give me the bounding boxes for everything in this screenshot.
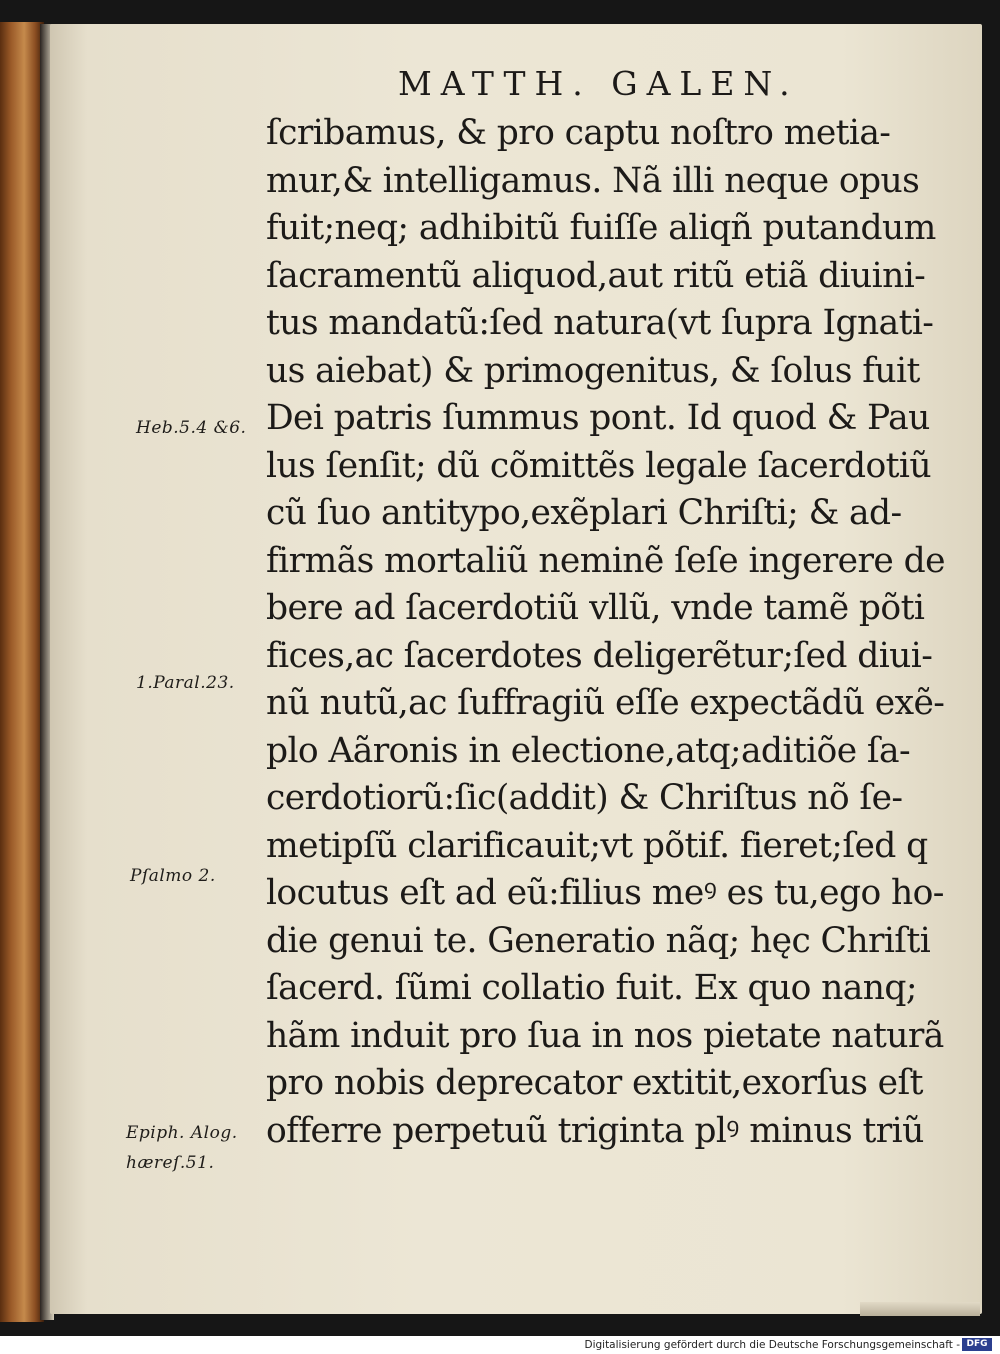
text-line: Dei patris ſummus pont. Id quod & Pau (266, 398, 930, 438)
text-line: ſacerd. ſũmi collatio fuit. Ex quo nanq; (266, 968, 917, 1008)
text-line: nũ nutũ,ac ſuffragiũ eſſe expectãdũ exẽ- (266, 683, 945, 723)
marginal-note-psalm: Pſalmo 2. (130, 866, 216, 886)
funding-notice: Digitalisierung gefördert durch die Deutsche Forschungsgemeinschaft - (584, 1339, 960, 1351)
text-line: lus ſenſit; dũ cõmittẽs legale ſacerdotiũ (266, 445, 931, 486)
text-line: fuit;neq; adhibitũ fuiſſe aliqñ putandum (266, 208, 936, 248)
dfg-logo: DFG (962, 1338, 992, 1351)
text-line: pro nobis deprecator extitit,exorſus eſt (266, 1063, 923, 1103)
digitization-footer (0, 1336, 1000, 1354)
text-line: die genui te. Generatio nãq; hęc Chriſti (266, 920, 931, 961)
book-spine (0, 22, 44, 1322)
body-text (266, 110, 946, 1155)
text-line: metipſũ clarificauit;vt põtif. fieret;ſed q (266, 825, 928, 866)
text-line: us aiebat) & primogenitus, & ſolus fuit (266, 350, 920, 391)
marginal-note-epiphanius: Epiph. Alog. (126, 1123, 238, 1143)
text-line: offerre perpetuũ triginta plꝰ minus triũ (266, 1110, 924, 1151)
text-line: firmãs mortaliũ neminẽ ſeſe ingerere de (266, 540, 945, 581)
text-line: hãm induit pro ſua in nos pietate naturã (266, 1015, 944, 1056)
text-line: plo Aãronis in electione,atq;aditiõe ſa- (266, 730, 911, 771)
text-line: ſcribamus, & pro captu noſtro metia- (266, 113, 891, 153)
marginal-note-paralipomenon: 1.Paral.23. (136, 673, 235, 693)
text-line: locutus eſt ad eũ:filius meꝰ es tu,ego ho- (266, 873, 944, 913)
page-stack-edge (860, 1302, 980, 1316)
text-line: ſacramentũ aliquod,aut ritũ etiã diuini- (266, 255, 926, 296)
text-line: tus mandatũ:ſed natura(vt ſupra Ignati- (266, 303, 934, 343)
marginal-note-hebrews: Heb.5.4 &6. (136, 418, 247, 438)
text-line: cerdotiorũ:ſic(addit) & Chriſtus nõ ſe- (266, 778, 903, 818)
text-line: cũ ſuo antitypo,exẽplari Chriſti; & ad- (266, 493, 902, 533)
text-line: mur,& intelligamus. Nã illi neque opus (266, 160, 920, 201)
text-line: bere ad ſacerdotiũ vllũ, vnde tamẽ põti (266, 588, 925, 628)
marginal-note-haeresis: hæreſ.51. (126, 1153, 215, 1173)
text-line: fices,ac ſacerdotes deligerẽtur;ſed diui- (266, 635, 933, 676)
running-header: MATTH. GALEN. (398, 64, 799, 103)
